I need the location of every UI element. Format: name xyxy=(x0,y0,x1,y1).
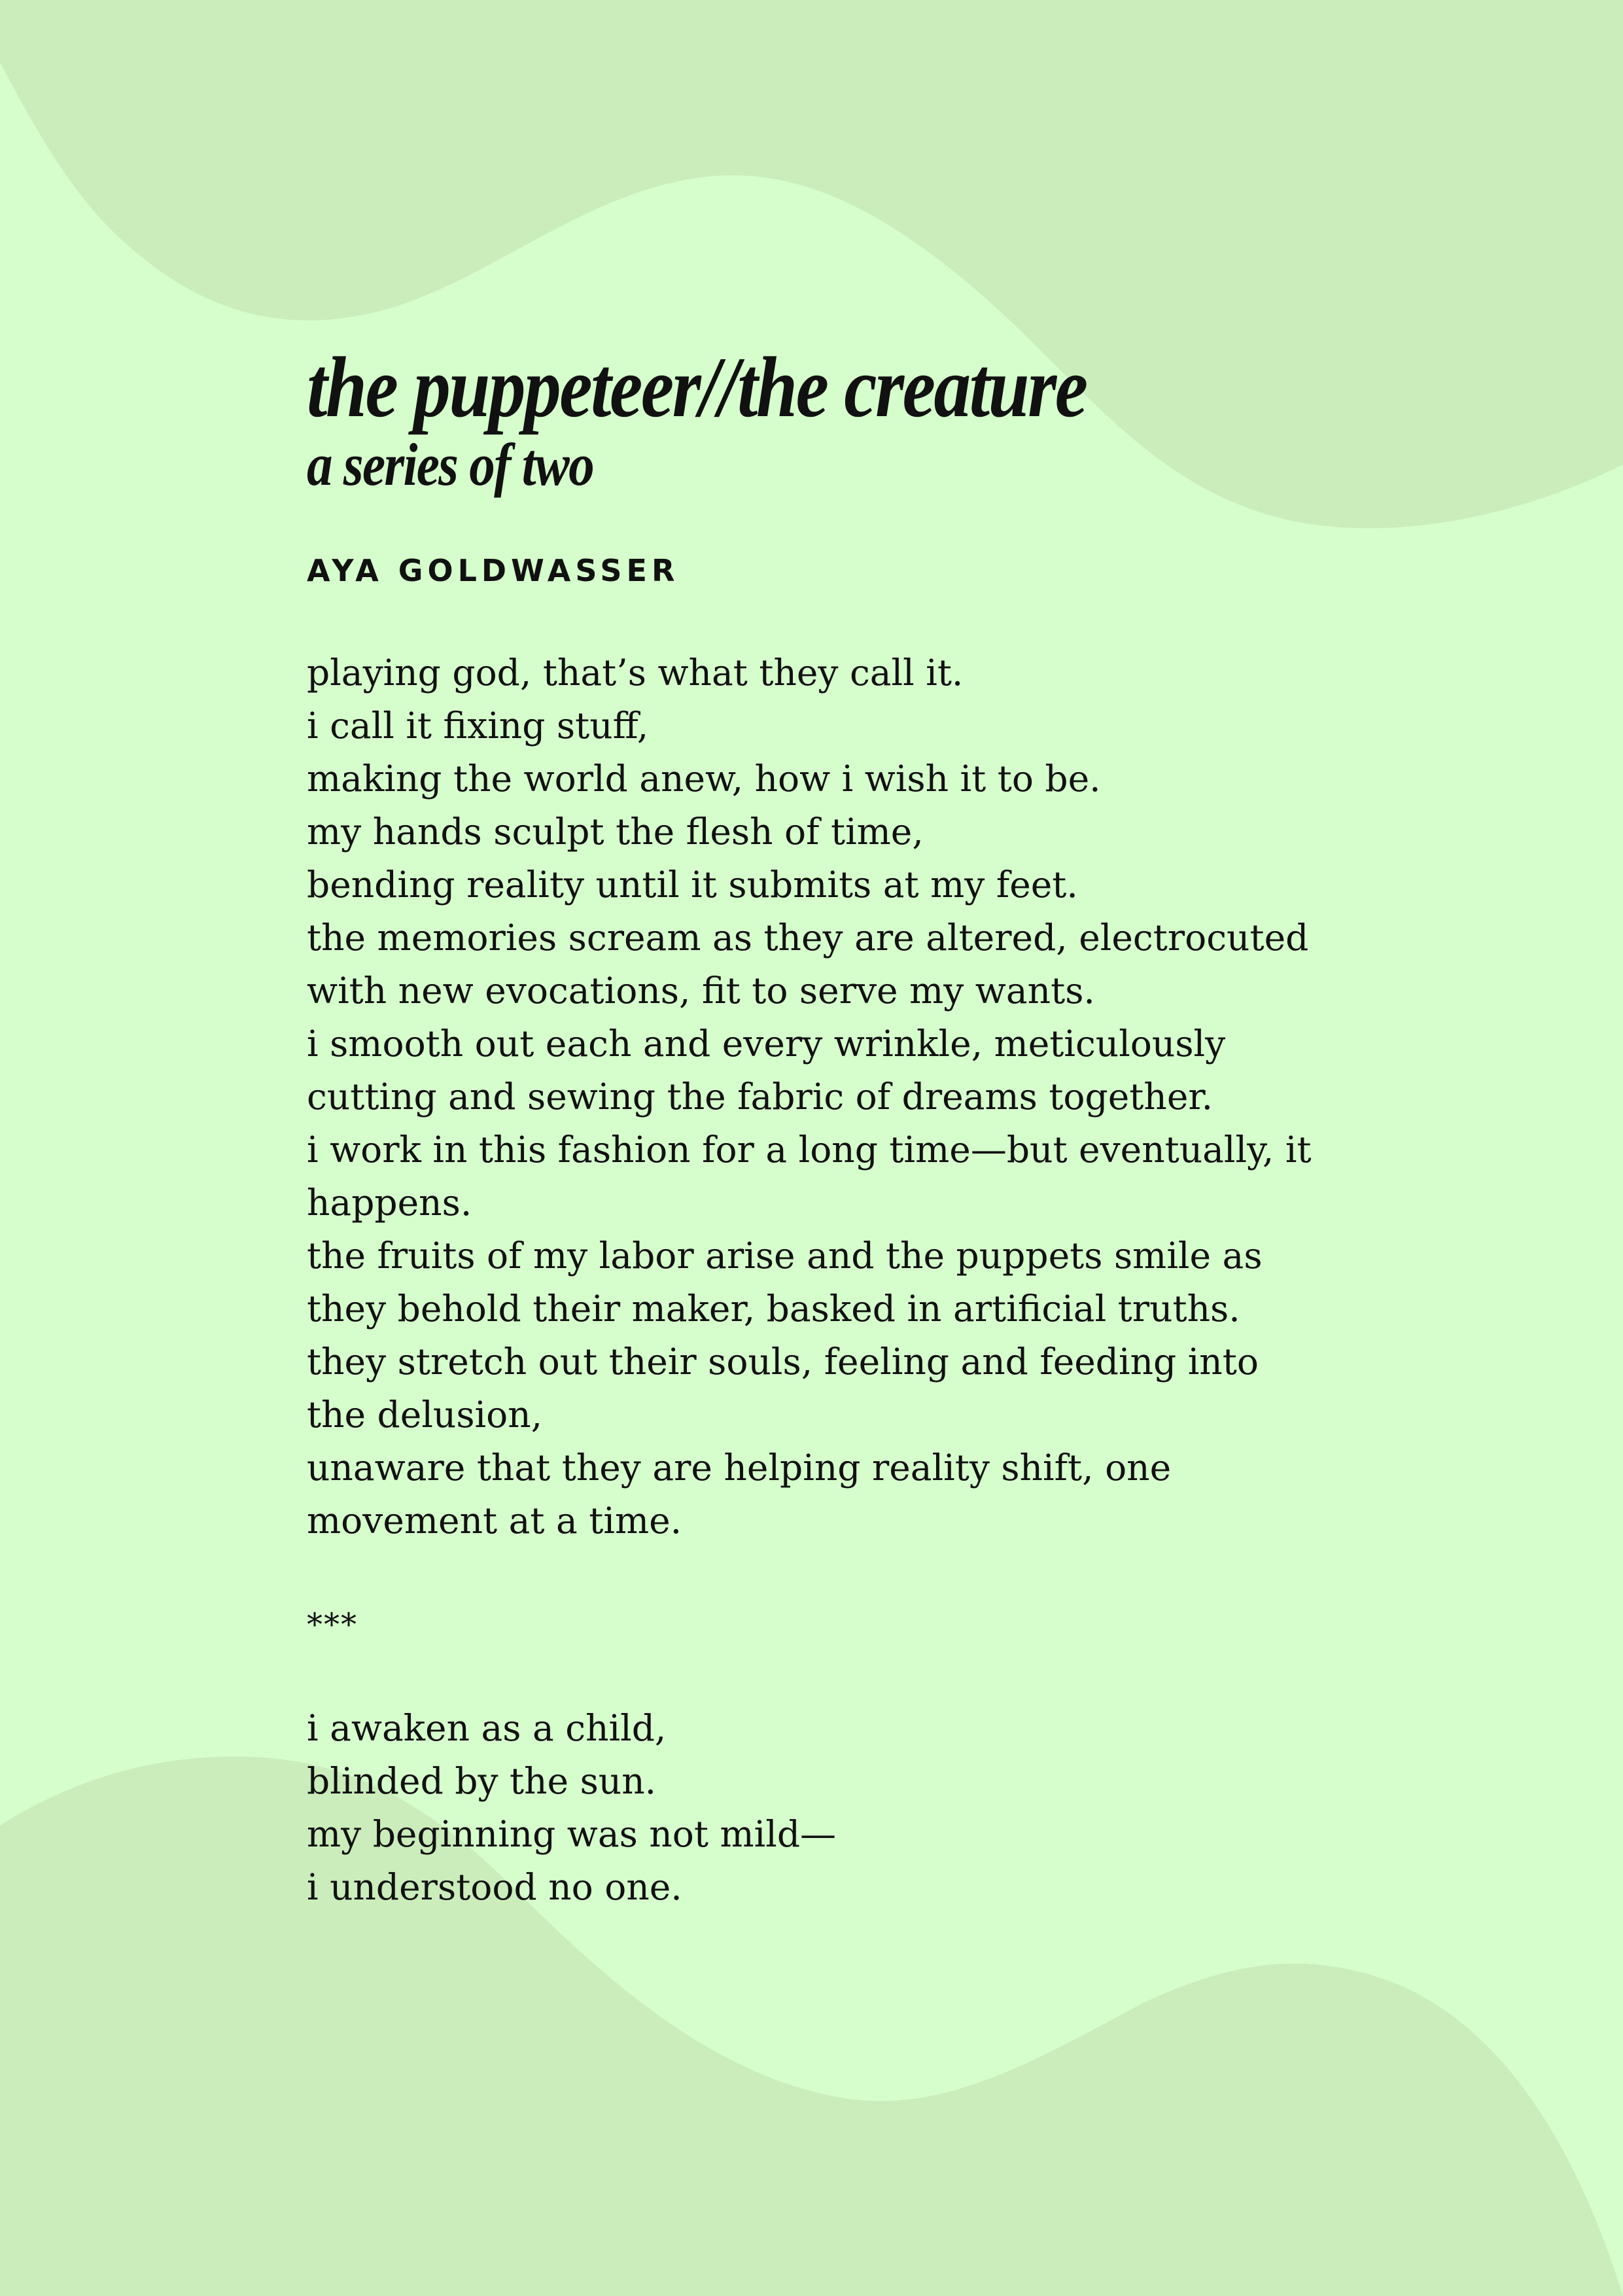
poem-line: bending reality until it submits at my feet. xyxy=(307,864,1078,906)
poem-line: i awaken as a child, xyxy=(307,1707,667,1749)
poem-line: i understood no one. xyxy=(307,1866,682,1908)
poem-line: making the world anew, how i wish it to be. xyxy=(307,758,1101,800)
poem-line: playing god, that’s what they call it. xyxy=(307,652,964,694)
poem-line: unaware that they are helping reality shift, one xyxy=(307,1447,1172,1489)
poem-page xyxy=(307,340,1353,1914)
poem-line: i smooth out each and every wrinkle, meticulously xyxy=(307,1023,1226,1065)
poem-line: they behold their maker, basked in artificial truths. xyxy=(307,1288,1240,1330)
author-name: AYA GOLDWASSER xyxy=(307,553,680,588)
poem-line: movement at a time. xyxy=(307,1500,682,1542)
poem-line: my beginning was not mild— xyxy=(307,1813,837,1855)
section-divider: *** xyxy=(307,1606,358,1643)
poem-line: cutting and sewing the fabric of dreams together. xyxy=(307,1076,1213,1118)
poem-part-one xyxy=(307,646,1353,1547)
poem-line: the memories scream as they are altered, electrocuted xyxy=(307,917,1309,959)
poem-line: my hands sculpt the flesh of time, xyxy=(307,811,924,853)
poem-line: the fruits of my labor arise and the puppets smile as xyxy=(307,1235,1263,1277)
poem-line: happens. xyxy=(307,1182,472,1224)
poem-line: the delusion, xyxy=(307,1394,543,1436)
poem-line: with new evocations, fit to serve my wants. xyxy=(307,970,1095,1012)
poem-line: they stretch out their souls, feeling and feeding into xyxy=(307,1341,1259,1383)
poem-subtitle: a series of two xyxy=(307,431,593,498)
poem-line: blinded by the sun. xyxy=(307,1760,657,1802)
poem-title: the puppeteer//the creature xyxy=(307,339,1087,435)
poem-part-two xyxy=(307,1702,1353,1914)
poem-line: i call it fixing stuff, xyxy=(307,705,649,747)
poem-line: i work in this fashion for a long time—but eventually, it xyxy=(307,1129,1312,1171)
